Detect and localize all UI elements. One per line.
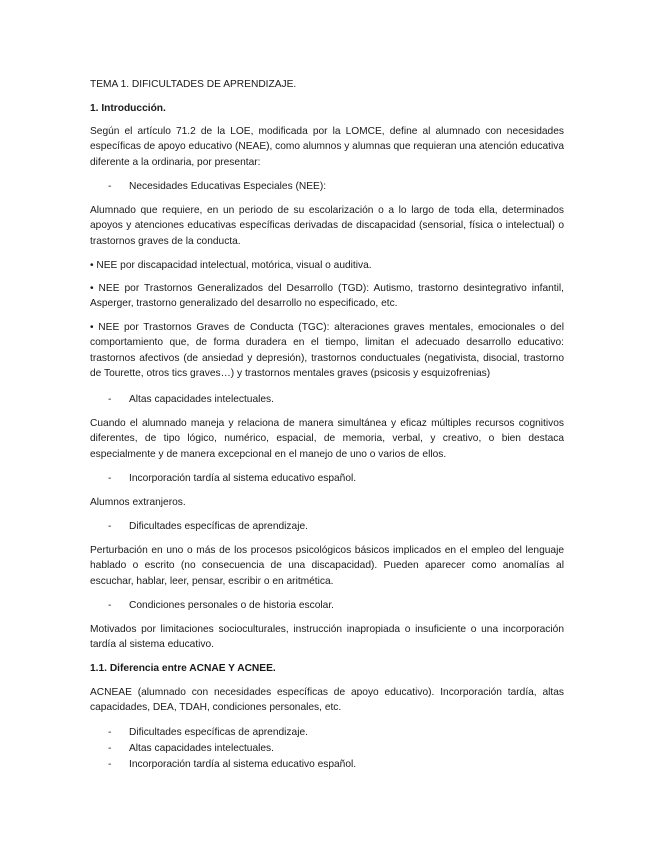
- list-item-text: Incorporación tardía al sistema educativo español.: [129, 759, 357, 770]
- list-item-text: Necesidades Educativas Especiales (NEE):: [129, 181, 327, 192]
- intro-paragraph: Según el artículo 71.2 de la LOE, modificada por la LOMCE, define al alumnado con necesidades específicas de apoyo educativo (NEAE), como alumnos y alumnas que requieran una atención educativa diferente a la ordinaria, por presentar:: [90, 126, 564, 168]
- list-item-text: Altas capacidades intelectuales.: [129, 394, 274, 405]
- nee-description: Alumnado que requiere, en un periodo de su escolarización o a lo largo de toda ella, determinados apoyos y atenciones educativas específicas derivadas de discapacidad (sensorial, física o intelectual) o trastornos graves de la conducta.: [90, 205, 564, 247]
- section-heading-diferencia: 1.1. Diferencia entre ACNAE Y ACNEE.: [90, 663, 276, 674]
- condiciones-description: Motivados por limitaciones socioculturales, instrucción inapropiada o insuficiente o una incorporación tardía al sistema educativo.: [90, 624, 564, 651]
- dash-marker: -: [108, 181, 112, 192]
- bullet-nee-discapacidad: • NEE por discapacidad intelectual, motórica, visual o auditiva.: [90, 260, 372, 271]
- altas-description: Cuando el alumnado maneja y relaciona de manera simultánea y eficaz múltiples recursos cognitivos diferentes, de tipo lógico, numérico, espacial, de memoria, verbal, y creativo, o bien destaca especialmente y de manera excepcional en el manejo de uno o varios de ellos.: [90, 418, 564, 460]
- acneae-description: ACNEAE (alumnado con necesidades específicas de apoyo educativo). Incorporación tardía, altas capacidades, DEA, TDAH, condiciones personales, etc.: [90, 687, 564, 714]
- dash-marker: -: [108, 521, 112, 532]
- list-item-text: Dificultades específicas de aprendizaje.: [129, 727, 308, 738]
- section-heading-introduccion: 1. Introducción.: [90, 103, 166, 114]
- incorporacion-description: Alumnos extranjeros.: [90, 497, 186, 508]
- list-item-text: Incorporación tardía al sistema educativo español.: [129, 473, 357, 484]
- dash-marker: -: [108, 759, 112, 770]
- dificultades-description: Perturbación en uno o más de los procesos psicológicos básicos implicados en el empleo del lenguaje hablado o escrito (no consecuencia de una discapacidad). Pueden aparecer como anomalías al escuchar, hablar, leer, pensar, escribir o en aritmética.: [90, 545, 564, 587]
- dash-marker: -: [108, 473, 112, 484]
- list-item-text: Condiciones personales o de historia escolar.: [129, 600, 335, 611]
- list-item-text: Altas capacidades intelectuales.: [129, 743, 274, 754]
- document-title: TEMA 1. DIFICULTADES DE APRENDIZAJE.: [90, 79, 297, 90]
- dash-marker: -: [108, 394, 112, 405]
- dash-marker: -: [108, 727, 112, 738]
- bullet-nee-tgd: • NEE por Trastornos Generalizados del Desarrollo (TGD): Autismo, trastorno desintegrativo infantil, Asperger, trastorno generalizado del desarrollo no especificado, etc.: [90, 283, 564, 310]
- dash-marker: -: [108, 600, 112, 611]
- dash-marker: -: [108, 743, 112, 754]
- bullet-nee-tgc: • NEE por Trastornos Graves de Conducta (TGC): alteraciones graves mentales, emocionales o del comportamiento que, de forma duradera en el tiempo, limitan el adecuado desarrollo educativo: trastornos afectivos (de ansiedad y depresión), trastornos conductuales (negativista, disocial, trastorno de Tourette, otros tics graves…) y trastornos mentales graves (psicosis y esquizofrenias): [90, 322, 564, 379]
- list-item-text: Dificultades específicas de aprendizaje.: [129, 521, 308, 532]
